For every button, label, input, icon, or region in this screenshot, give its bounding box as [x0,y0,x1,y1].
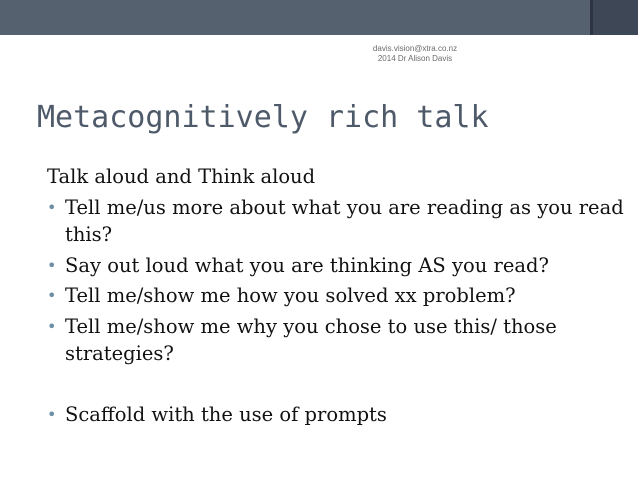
attribution-email: davis.vision@xtra.co.nz [372,44,458,53]
bullet-text: Tell me/show me how you solved xx problem? [65,284,516,307]
list-item [47,194,627,249]
intro-line: Talk aloud and Think aloud [47,165,316,188]
header-bar [0,0,590,35]
list-item [47,252,627,280]
list-item [47,282,627,310]
bullet-text: Say out loud what you are thinking AS you read? [65,253,549,277]
slide-body [47,163,627,428]
bullet-icon: • [47,404,57,424]
header-accent-block [590,0,638,35]
list-item [47,313,627,368]
bullet-text: Scaffold with the use of prompts [65,402,387,426]
bullet-icon: • [47,316,57,336]
bullet-icon: • [47,197,57,217]
bullet-icon: • [47,286,57,305]
bullet-text: Tell me/us more about what you are reading as you read this? [65,195,624,246]
attribution-note [340,44,490,64]
slide-title: Metacognitively rich talk [37,100,489,135]
bullet-list [47,194,627,429]
attribution-credit: 2014 Dr Alison Davis [377,54,453,63]
bullet-text: Tell me/show me why you chose to use this/ those strategies? [65,314,557,365]
bullet-icon: • [47,255,57,275]
list-item [47,401,627,429]
header-accent-divider [590,0,593,35]
